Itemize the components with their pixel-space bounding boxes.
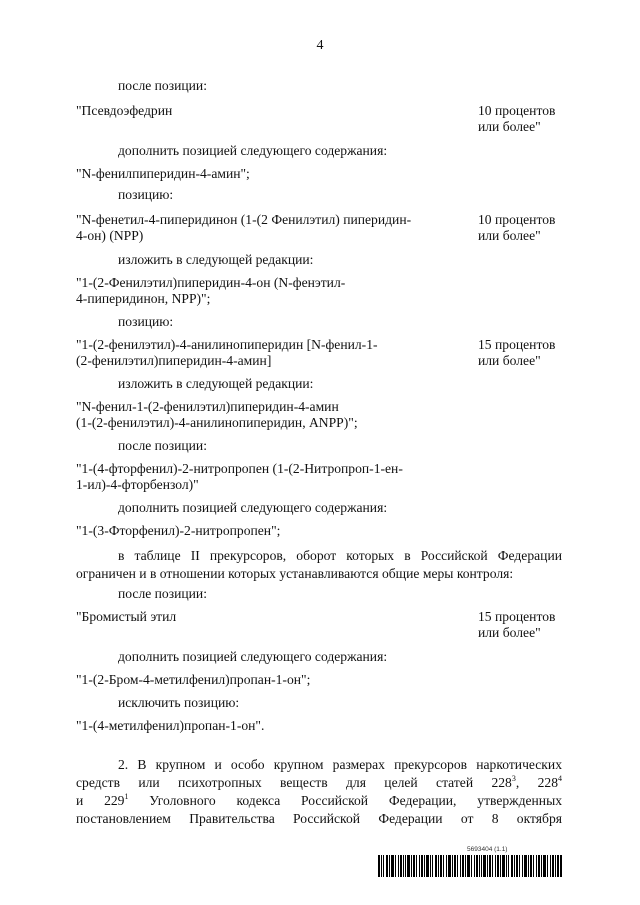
percent-label: 15 процентов	[478, 609, 556, 624]
superscript: 1	[124, 792, 129, 801]
percent-label: 10 процентов	[478, 103, 556, 118]
text-line: 1-ил)-4-фторбензол)"	[76, 477, 199, 492]
text-line: "Бромистый этил	[76, 609, 177, 624]
text-line: постановлением Правительства Российской Федерации от 8 октября	[76, 811, 562, 826]
superscript: 3	[511, 774, 516, 783]
percent-label: или более"	[478, 119, 541, 134]
text-line: 4-он) (NPP)	[76, 228, 144, 243]
text-line: дополнить позицией следующего содержания:	[118, 500, 388, 515]
text-line: после позиции:	[118, 78, 207, 93]
text-line: "1-(4-фторфенил)-2-нитропропен (1-(2-Нитропроп-1-ен-	[76, 461, 403, 476]
text-fragment: и 229	[76, 793, 125, 808]
text-fragment: Уголовного кодекса Российской Федерации, утвержденных	[128, 793, 562, 808]
text-line: "N-фенил-1-(2-фенилэтил)пиперидин-4-амин	[76, 399, 339, 414]
barcode-image	[378, 855, 562, 877]
text-line: после позиции:	[118, 586, 207, 601]
text-line: "1-(4-метилфенил)пропан-1-он".	[76, 718, 265, 733]
text-line: 2. В крупном и особо крупном размерах прекурсоров наркотических	[118, 757, 562, 772]
text-line	[76, 774, 562, 792]
barcode-id: 5693404 (1.1)	[467, 846, 508, 853]
superscript: 4	[558, 774, 562, 783]
text-line: 4-пиперидинон, NPP)";	[76, 291, 211, 306]
paragraph-2	[76, 756, 562, 828]
percent-label: или более"	[478, 625, 541, 640]
text-line: позицию:	[118, 187, 174, 202]
percent-label: или более"	[478, 228, 541, 243]
percent-label: 10 процентов	[478, 212, 556, 227]
text-line: "N-фенетил-4-пиперидинон (1-(2 Фенилэтил) пиперидин-	[76, 212, 412, 227]
text-fragment: средств или психотропных веществ для целей статей 228	[76, 775, 512, 790]
percent-label: 15 процентов	[478, 337, 556, 352]
text-line: (1-(2-фенилэтил)-4-анилинопиперидин, ANPP)";	[76, 415, 358, 430]
text-line: ограничен и в отношении которых устанавливаются общие меры контроля:	[76, 566, 514, 581]
text-line: "1-(3-Фторфенил)-2-нитропропен";	[76, 523, 281, 538]
text-line: (2-фенилэтил)пиперидин-4-амин]	[76, 353, 272, 368]
page-number: 4	[316, 38, 324, 53]
text-line: "1-(2-фенилэтил)-4-анилинопиперидин [N-фенил-1-	[76, 337, 378, 352]
text-line: в таблице II прекурсоров, оборот которых в Российской Федерации	[118, 548, 562, 563]
text-line	[76, 792, 562, 810]
text-fragment: , 228	[515, 775, 558, 790]
text-line: изложить в следующей редакции:	[118, 376, 314, 391]
text-line: дополнить позицией следующего содержания:	[118, 649, 388, 664]
percent-label: или более"	[478, 353, 541, 368]
text-line: "1-(2-Фенилэтил)пиперидин-4-он (N-фенэтил-	[76, 275, 346, 290]
text-line: дополнить позицией следующего содержания:	[118, 143, 388, 158]
text-line: "N-фенилпиперидин-4-амин";	[76, 166, 250, 181]
text-line: позицию:	[118, 314, 174, 329]
text-line: исключить позицию:	[118, 695, 240, 710]
table2-paragraph	[76, 547, 562, 583]
text-line: изложить в следующей редакции:	[118, 252, 314, 267]
text-line: "Псевдоэфедрин	[76, 103, 173, 118]
text-line: после позиции:	[118, 438, 207, 453]
text-line: "1-(2-Бром-4-метилфенил)пропан-1-он";	[76, 672, 311, 687]
